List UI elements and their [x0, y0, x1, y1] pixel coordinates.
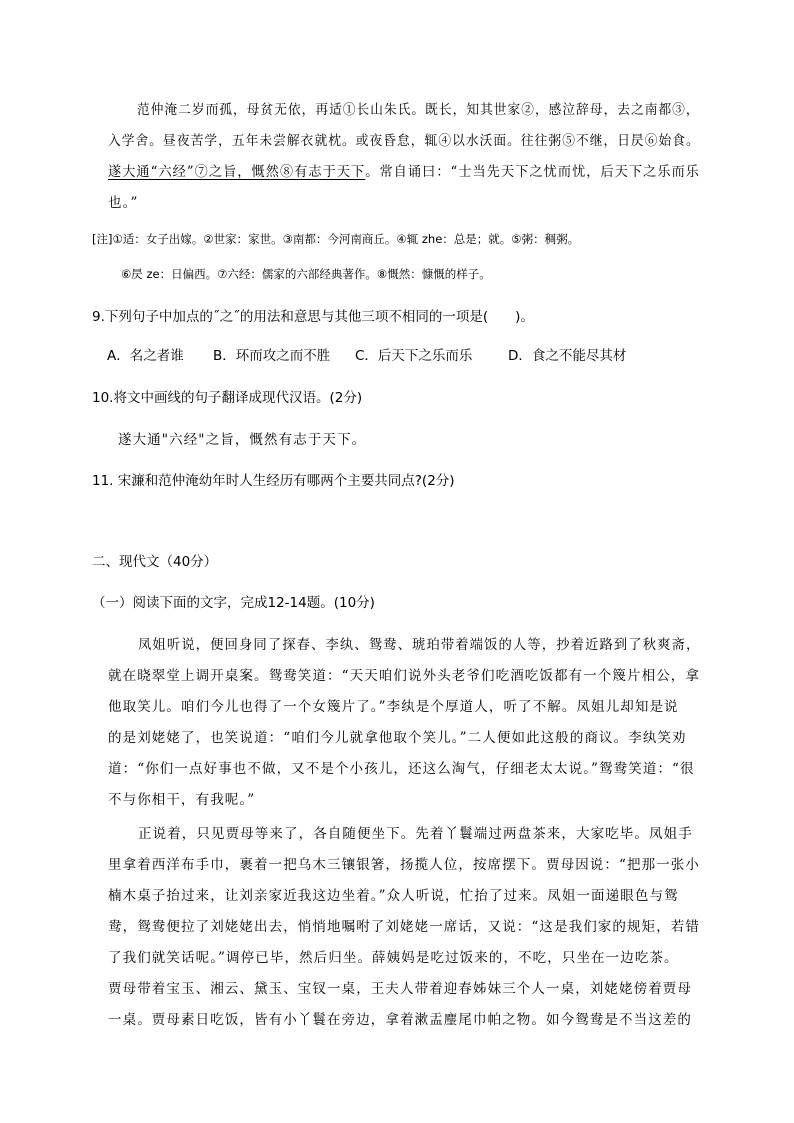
- notes-line-1: [注]①适：女子出嫁。②世家：家世。③南都：今河南商丘。④辄 zhe：总是；就。⑤粥：稠粥。: [92, 232, 580, 246]
- classical-line-2: 入学舍。昼夜苦学，五年未尝解衣就枕。或夜昏怠，辄④以水沃面。往往粥⑤不继，日昃⑥始食。: [108, 133, 700, 149]
- notes-line-2: ⑥昃 ze：日偏西。⑦六经：儒家的六部经典著作。⑧慨然：慷慨的样子。: [121, 267, 491, 281]
- question-10-stem: 10.将文中画线的句子翻译成现代汉语。(2分): [92, 390, 363, 406]
- classical-line-1: 范仲淹二岁而孤，母贫无依，再适①长山朱氏。既长，知其世家②，感泣辞母，去之南都③，: [137, 102, 700, 118]
- passage-p1-line: 不与你相干，有我呢。”: [108, 792, 256, 808]
- question-9-option-c: C．后天下之乐而乐: [355, 348, 473, 364]
- question-9-option-d: D．食之不能尽其材: [508, 348, 627, 364]
- section-2-subtitle: （一）阅读下面的文字，完成12-14题。(10分): [92, 595, 375, 611]
- passage-p2-line: 一桌。贾母素日吃饭，皆有小丫鬟在旁边，拿着漱盂麈尾巾帕之物。如今鸳鸯是不当这差的: [108, 1012, 692, 1028]
- question-10-sentence: 遂大通"六经"之旨，慨然有志于天下。: [118, 432, 367, 448]
- section-2-title: 二、现代文（40分）: [92, 554, 218, 570]
- question-11-stem: 11. 宋濂和范仲淹幼年时人生经历有哪两个主要共同点?(2分): [92, 473, 455, 489]
- passage-p1-line: 凤姐听说，便回身同了探春、李纨、鸳鸯、琥珀带着端饭的人等，抄着近路到了秋爽斋，: [138, 637, 701, 653]
- passage-p1-line: 他取笑儿。咱们今儿也得了一个女篾片了。”李纨是个厚道人，听了不解。凤姐儿却知是说: [108, 699, 679, 715]
- passage-p2-line: 正说着，只见贾母等来了，各自随便坐下。先着丫鬟端过两盘茶来，大家吃毕。凤姐手: [138, 826, 693, 842]
- question-9-option-a: A．名之者谁: [107, 348, 184, 364]
- passage-p1-line: 的是刘姥姥了，也笑说道：“咱们今儿就拿他取个笑儿。”二人便如此这般的商议。李纨笑劝: [108, 730, 687, 746]
- classical-line-4: 也。”: [108, 195, 139, 211]
- passage-p1-line: 道：“你们一点好事也不做，又不是个小孩儿，还这么淘气，仔细老太太说。”鸳鸯笑道：“很: [108, 761, 695, 777]
- passage-p2-line: 楠木桌子抬过来，让刘亲家近我这边坐着。”众人听说，忙抬了过来。凤姐一面递眼色与鸳: [108, 888, 679, 904]
- passage-p2-line: 里拿着西洋布手巾，裹着一把乌木三镶银箸，扬揽人位，按席摆下。贾母因说：“把那一张小: [108, 857, 700, 873]
- passage-p1-line: 就在晓翠堂上调开桌案。鸳鸯笑道：“天天咱们说外头老爷们吃酒吃饭都有一个篾片相公，拿: [108, 668, 700, 684]
- passage-p2-line: 鸯，鸳鸯便拉了刘姥姥出去，悄悄地嘱咐了刘姥姥一席话，又说：“这是我们家的规矩，若错: [108, 919, 700, 935]
- passage-p2-line: 贾母带着宝玉、湘云、黛玉、宝钗一桌，王夫人带着迎春姊妹三个人一桌，刘姥姥傍着贾母: [108, 981, 692, 997]
- underlined-sentence: 遂大通“六经”⑦之旨，慨然⑧有志于天下: [108, 164, 366, 180]
- question-9-option-b: B．环而攻之而不胜: [213, 348, 331, 364]
- classical-line-3: 遂大通“六经”⑦之旨，慨然⑧有志于天下。常自诵曰：“士当先天下之忧而忧，后天下之乐而乐: [108, 164, 701, 180]
- question-9-stem: 9.下列句子中加点的˝之˝的用法和意思与其他三项不相同的一项是( )。: [92, 309, 534, 325]
- passage-p2-line: 了我们就笑话呢。”调停已毕，然后归坐。薛姨妈是吃过饭来的，不吃，只坐在一边吃茶。: [108, 950, 679, 966]
